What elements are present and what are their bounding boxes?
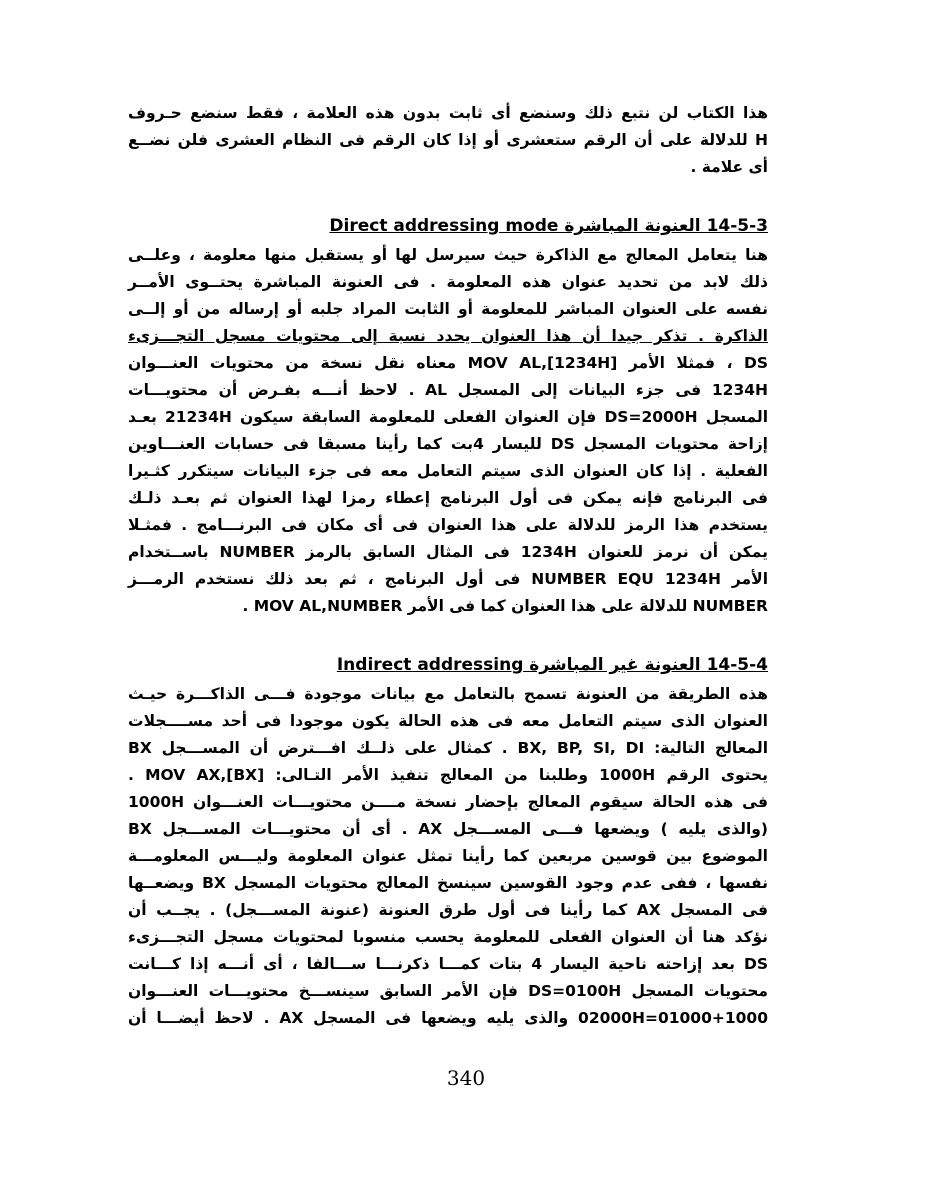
paragraph-line: يستخدم هذا الرمز للدلالة على هذا العنوان فى أى مكان فى البرنـــامج . فمثـلا [128,516,768,534]
paragraph-line: 1234H فى جزء البيانات إلى المسجل AL . لاحظ أنـــه بفـرض أن محتويـــات [128,381,768,399]
section-indirect-addressing [128,649,768,1032]
paragraph-line: المعالج التالية: BX, BP, SI, DI . كمثال على ذلــك افـــترض أن المســـجل BX [128,739,769,757]
page-number: 340 [446,1066,486,1090]
paragraph-line: هنا يتعامل المعالج مع الذاكرة حيث سيرسل لها أو يستقبل منها معلومة ، وعلــى [128,246,768,264]
paragraph-line: الأمر NUMBER EQU 1234H فى أول البرنامج ، ثم بعد ذلك نستخدم الرمـــز [128,570,769,588]
paragraph-line: المسجل DS=2000H فإن العنوان الفعلى للمعلومة السابقة سيكون 21234H بعـد [128,408,769,426]
paragraph-line: يمكن أن نرمز للعنوان 1234H فى المثال السابق بالرمز NUMBER باســتخدام [128,543,768,561]
paragraph-line: العنوان الذى سيتم التعامل معه فى هذه الحالة يكون موجودا فى أحد مســــجلات [128,712,768,730]
paragraph-line: الذاكرة . تذكر جيدا أن هذا العنوان يحدد نسبة إلى محتويات مسجل التجـــزىء [128,327,768,345]
paragraph-line: نفسه على العنوان المباشر للمعلومة أو الثابت المراد جلبه أو إرساله من أو إلــى [128,300,768,318]
paragraph-line: يحتوى الرقم 1000H وطلبنا من المعالج تنفيذ الأمر التـالى: MOV AX,[BX] . [128,766,768,784]
paragraph-line: نفسها ، ففى عدم وجود القوسين سينسخ المعالج محتويات المسجل BX ويضعــها [128,874,768,892]
paragraph-line: (والذى يليه ) ويضعها فـــى المســـجل AX . أى أن محتويـــات المســـجل BX [128,820,768,838]
section-heading: 14-5-4 العنونة غير المباشرة Indirect addressing [336,655,768,675]
spacer [128,181,768,210]
document-page [128,100,768,1032]
paragraph-line: ذلك لابد من تحديد عنوان هذه المعلومة . فى العنونة المباشرة يحتــوى الأمــر [128,273,768,291]
paragraph-line: هذا الكتاب لن نتبع ذلك وسنضع أى ثابت بدون هذه العلامة ، فقط سنضع حـروف [128,104,768,122]
paragraph-line: نؤكد هنا أن العنوان الفعلى للمعلومة يحسب منسوبا لمحتويات مسجل التجـــزىء [128,928,768,946]
paragraph-line: H للدلالة على أن الرقم ستعشرى أو إذا كان الرقم فى النظام العشرى فلن نضــع [128,131,768,149]
paragraph-line: محتويات المسجل DS=0100H فإن الأمر السابق سينســـخ محتويـــات العنـــوان [128,982,768,1000]
paragraph-line: 01000+1000=02000H والذى يليه ويضعها فى المسجل AX . لاحظ أيضـــا أن [128,1009,768,1027]
paragraph-line: DS ، فمثلا الأمر [MOV AL,[1234H معناه نقل نسخة من محتويات العنـــوان [128,354,769,372]
paragraph-line: أى علامة . [690,158,768,176]
paragraph-line: هذه الطريقة من العنونة تسمح بالتعامل مع بيانات موجودة فـــى الذاكـــرة حيـث [128,685,768,703]
paragraph-line: فى المسجل AX كما رأينا فى أول طرق العنونة (عنونة المســـجل) . يجــب أن [128,901,768,919]
section-direct-addressing [128,210,768,620]
paragraph-line: الموضوع بين قوسين مربعين كما رأينا تمثل عنوان المعلومة وليـــس المعلومـــة [128,847,768,865]
paragraph-line: فى البرنامج فإنه يمكن فى أول البرنامج إعطاء رمزا لهذا العنوان ثم بعـد ذلـك [128,489,768,507]
spacer [128,620,768,649]
paragraph-line: إزاحة محتويات المسجل DS لليسار 4بت كما رأينا مسبقا فى حسابات العنـــاوين [128,435,768,453]
intro-paragraph [128,100,768,181]
paragraph-line: فى هذه الحالة سيقوم المعالج بإحضار نسخة مــــن محتويـــات العنـــوان 1000H [128,793,768,811]
section-heading: 14-5-3 العنونة المباشرة Direct addressing mode [329,216,768,236]
paragraph-line: DS بعد إزاحته ناحية اليسار 4 بتات كمـــا ذكرنـــا ســـالفا ، أى أنـــه إذا كـــانت [128,955,769,973]
paragraph-line: NUMBER للدلالة على هذا العنوان كما فى الأمر MOV AL,NUMBER . [242,597,768,615]
paragraph-line: الفعلية . إذا كان العنوان الذى سيتم التعامل معه فى جزء البيانات سيتكرر كثـيرا [128,462,768,480]
